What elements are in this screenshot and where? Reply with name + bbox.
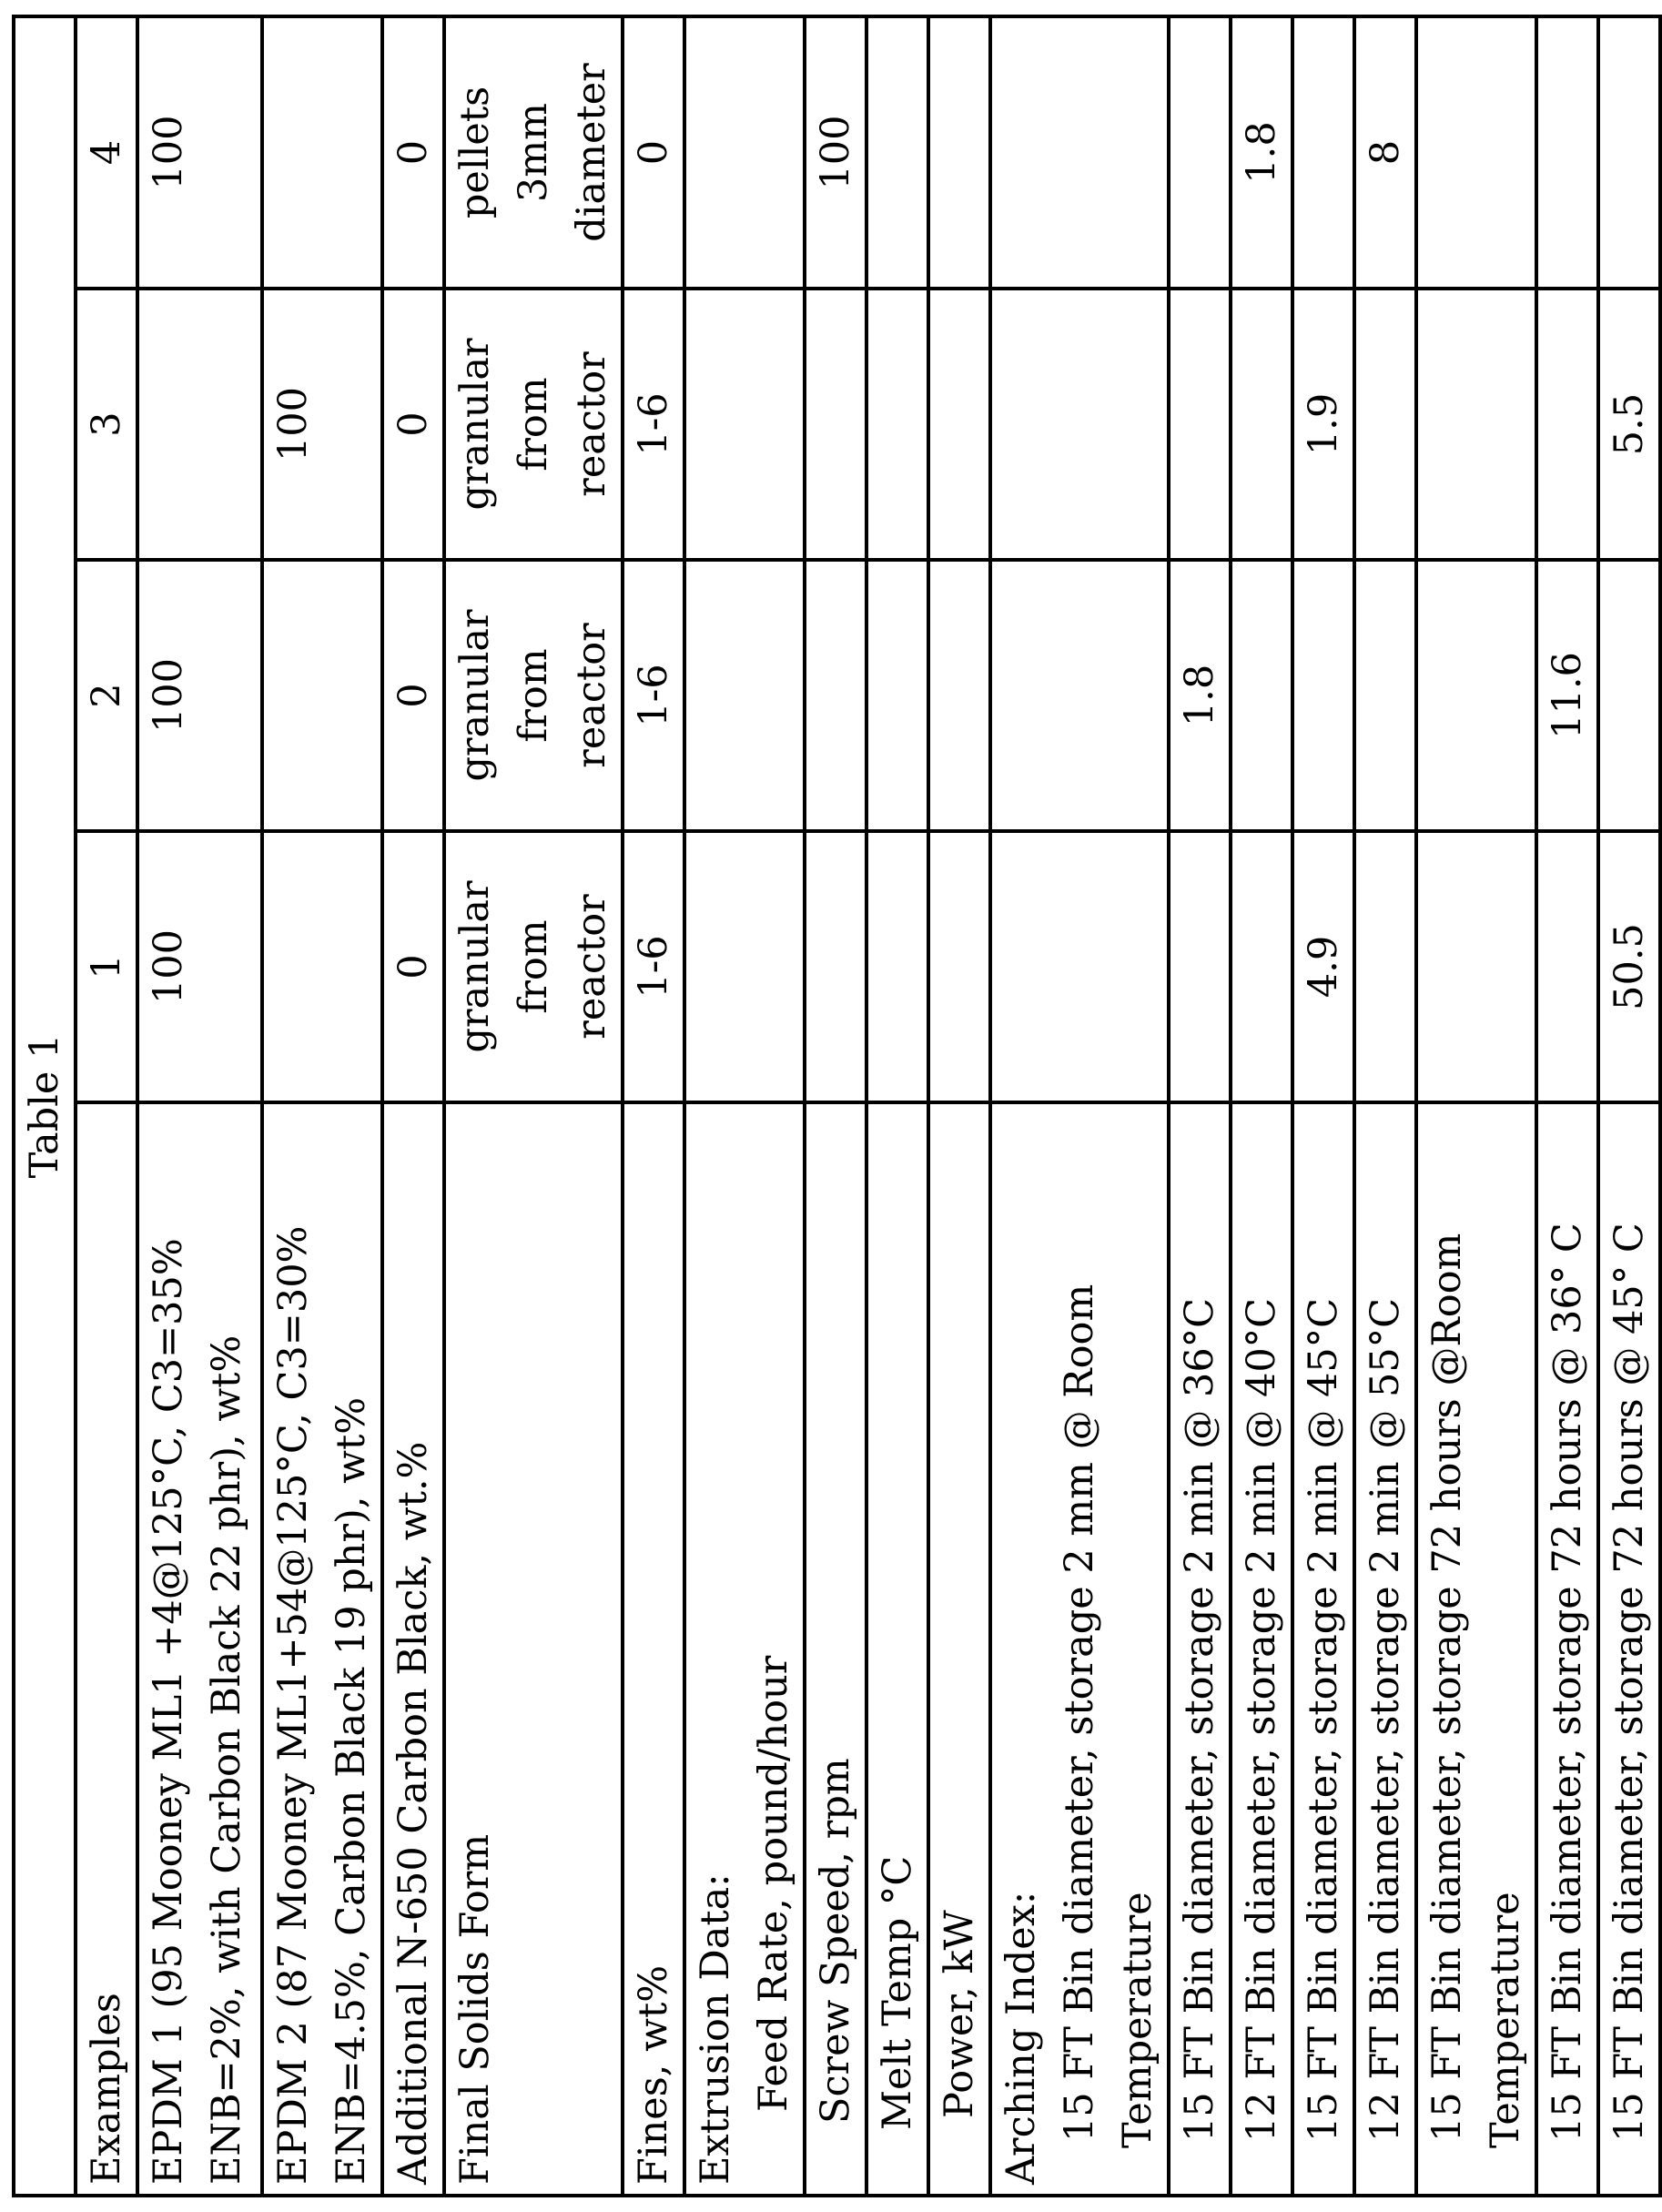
row-label-line: Screw Speed, rpm — [806, 1113, 865, 2185]
cell-value — [1416, 16, 1536, 289]
row-label-line: ENB=2%, with Carbon Black 22 phr), wt% — [198, 1113, 256, 2185]
example-number-header: 2 — [76, 560, 137, 831]
table-row — [1169, 16, 1231, 2196]
row-label-line: 12 FT Bin diameter, storage 2 min @ 55°C — [1356, 1113, 1414, 2185]
row-label — [76, 1102, 137, 2196]
row-label-line: Extrusion Data: — [686, 1113, 745, 2185]
cell-value: 1-6 — [623, 831, 684, 1102]
row-label-line: Feed Rate, pound/hour — [745, 1113, 803, 2185]
header-row — [76, 16, 137, 2196]
table-row — [1416, 16, 1536, 2196]
cell-value: 50.5 — [1598, 831, 1660, 1102]
table-row — [1536, 16, 1598, 2196]
row-label-line: EPDM 1 (95 Mooney ML1 +4@125°C, C3=35% — [139, 1113, 198, 2185]
row-label-line: Arching Index: — [992, 1113, 1050, 2185]
cell-value — [684, 560, 805, 831]
cell-value — [1416, 831, 1536, 1102]
cell-value — [1231, 560, 1292, 831]
cell-value — [684, 289, 805, 560]
cell-value: 1-6 — [623, 560, 684, 831]
row-label — [623, 1102, 684, 2196]
row-label-line: Temperature — [1476, 1113, 1535, 2185]
title-row — [14, 16, 76, 2196]
row-label-line: EPDM 2 (87 Mooney ML1+54@125°C, C3=30% — [264, 1113, 322, 2185]
row-label-line: 12 FT Bin diameter, storage 2 min @ 40°C — [1232, 1113, 1291, 2185]
cell-value — [866, 289, 928, 560]
row-label-line: 15 FT Bin diameter, storage 72 hours @ 45° C — [1600, 1113, 1658, 2185]
table-row — [1231, 16, 1292, 2196]
cell-value — [1292, 16, 1354, 289]
example-number-header: 1 — [76, 831, 137, 1102]
cell-value — [1536, 831, 1598, 1102]
row-label-line: 15 FT Bin diameter, storage 2 min @ 45°C — [1294, 1113, 1353, 2185]
cell-value: 0 — [623, 16, 684, 289]
row-label — [805, 1102, 866, 2196]
cell-value — [684, 16, 805, 289]
cell-value: 1.9 — [1292, 289, 1354, 560]
cell-value — [928, 560, 990, 831]
row-label — [1169, 1102, 1231, 2196]
rotated-table-container — [12, 18, 1590, 2197]
row-label — [137, 1102, 262, 2196]
row-label-line: Melt Temp °C — [868, 1113, 927, 2185]
table-row — [444, 16, 623, 2196]
cell-value: 0 — [382, 560, 444, 831]
table-row — [1598, 16, 1660, 2196]
cell-value: 1.8 — [1169, 560, 1231, 831]
row-label-line: 15 FT Bin diameter, storage 72 hours @Room — [1418, 1113, 1476, 2185]
data-table — [12, 15, 1662, 2197]
cell-value: pellets 3mm diameter — [444, 16, 623, 289]
cell-value — [866, 831, 928, 1102]
cell-value — [990, 560, 1169, 831]
cell-value — [805, 560, 866, 831]
cell-value — [1354, 560, 1416, 831]
cell-value — [990, 289, 1169, 560]
cell-value — [1416, 560, 1536, 831]
table-row — [684, 16, 805, 2196]
example-number-header: 3 — [76, 289, 137, 560]
row-label — [1292, 1102, 1354, 2196]
table-row — [623, 16, 684, 2196]
cell-value — [262, 16, 382, 289]
cell-value — [805, 831, 866, 1102]
row-label-line: 15 FT Bin diameter, storage 72 hours @ 36° C — [1538, 1113, 1596, 2185]
cell-value — [1169, 831, 1231, 1102]
cell-value — [1354, 831, 1416, 1102]
cell-value — [990, 831, 1169, 1102]
cell-value: 100 — [805, 16, 866, 289]
row-label-line: Temperature — [1109, 1113, 1167, 2185]
table-row — [990, 16, 1169, 2196]
cell-value — [1231, 289, 1292, 560]
cell-value: 0 — [382, 289, 444, 560]
row-label-line: 15 FT Bin diameter, storage 2 min @ 36°C — [1170, 1113, 1229, 2185]
cell-value — [262, 560, 382, 831]
row-label — [262, 1102, 382, 2196]
table-title: Table 1 — [14, 16, 76, 2196]
table-row — [137, 16, 262, 2196]
cell-value — [928, 831, 990, 1102]
cell-value — [805, 289, 866, 560]
cell-value: 4.9 — [1292, 831, 1354, 1102]
table-row — [928, 16, 990, 2196]
cell-value — [1598, 16, 1660, 289]
row-label — [1536, 1102, 1598, 2196]
cell-value — [866, 16, 928, 289]
cell-value — [866, 560, 928, 831]
cell-value: 5.5 — [1598, 289, 1660, 560]
cell-value — [137, 289, 262, 560]
cell-value — [1416, 289, 1536, 560]
table-row — [262, 16, 382, 2196]
row-label-line: Fines, wt% — [624, 1113, 683, 2185]
cell-value: granular from reactor — [444, 560, 623, 831]
cell-value: 8 — [1354, 16, 1416, 289]
cell-value — [1292, 560, 1354, 831]
cell-value: 100 — [137, 831, 262, 1102]
table-row — [382, 16, 444, 2196]
cell-value — [1169, 16, 1231, 289]
cell-value — [928, 16, 990, 289]
cell-value — [262, 831, 382, 1102]
cell-value — [928, 289, 990, 560]
cell-value — [1354, 289, 1416, 560]
cell-value — [684, 831, 805, 1102]
row-label — [684, 1102, 805, 2196]
cell-value — [1536, 16, 1598, 289]
cell-value: 1-6 — [623, 289, 684, 560]
table-row — [866, 16, 928, 2196]
cell-value: 100 — [262, 289, 382, 560]
cell-value: 0 — [382, 16, 444, 289]
cell-value — [990, 16, 1169, 289]
row-label — [928, 1102, 990, 2196]
cell-value: granular from reactor — [444, 289, 623, 560]
cell-value: 100 — [137, 16, 262, 289]
row-label-line: Final Solids Form — [446, 1113, 504, 2185]
cell-value: 0 — [382, 831, 444, 1102]
cell-value — [1169, 289, 1231, 560]
cell-value: 1.8 — [1231, 16, 1292, 289]
cell-value: granular from reactor — [444, 831, 623, 1102]
row-label — [382, 1102, 444, 2196]
table-row — [1292, 16, 1354, 2196]
row-label — [990, 1102, 1169, 2196]
row-label-line: Power, kW — [930, 1113, 988, 2185]
table-row — [1354, 16, 1416, 2196]
cell-value — [1536, 289, 1598, 560]
example-number-header: 4 — [76, 16, 137, 289]
row-label — [1416, 1102, 1536, 2196]
table-row — [805, 16, 866, 2196]
row-label — [1598, 1102, 1660, 2196]
row-label — [1354, 1102, 1416, 2196]
row-label-line: 15 FT Bin diameter, storage 2 mm @ Room — [1050, 1113, 1109, 2185]
cell-value: 100 — [137, 560, 262, 831]
row-label — [866, 1102, 928, 2196]
row-label-line: Examples — [77, 1113, 136, 2185]
row-label — [444, 1102, 623, 2196]
row-label — [1231, 1102, 1292, 2196]
cell-value: 11.6 — [1536, 560, 1598, 831]
cell-value — [1598, 560, 1660, 831]
row-label-line: ENB=4.5%, Carbon Black 19 phr), wt% — [322, 1113, 380, 2185]
cell-value — [1231, 831, 1292, 1102]
row-label-line: Additional N-650 Carbon Black, wt.% — [384, 1113, 442, 2185]
